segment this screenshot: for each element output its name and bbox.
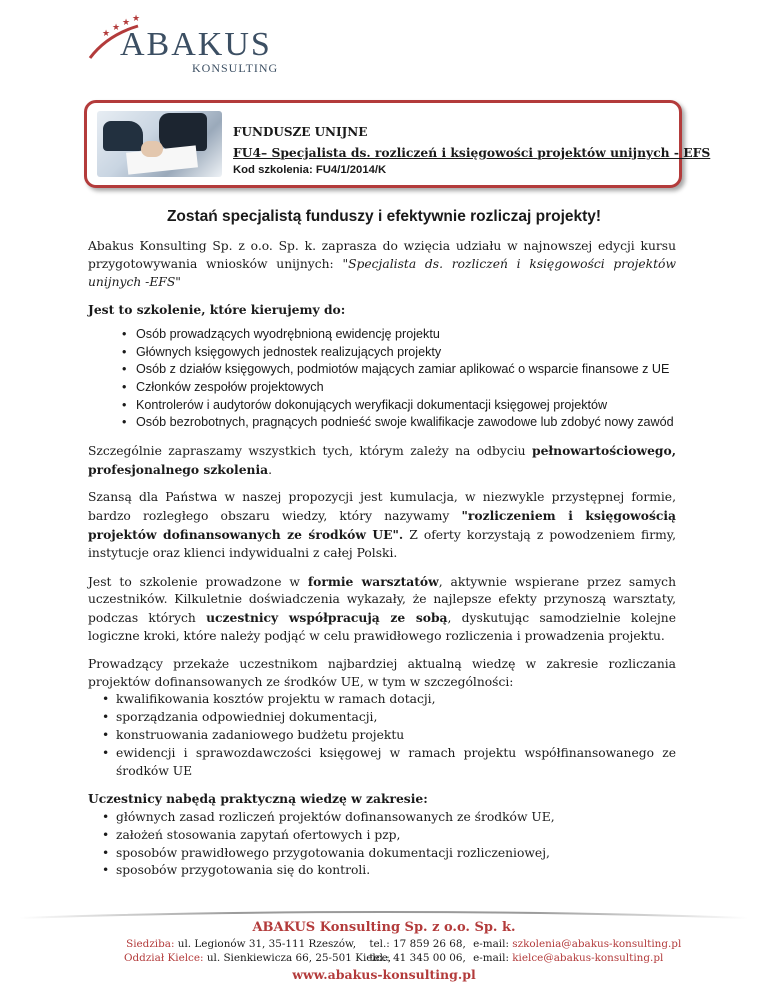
knowledge-heading	[88, 790, 676, 809]
list-item: • Członków zespołów projektowych	[136, 379, 676, 397]
list-item: • Osób prowadzących wyodrębnioną ewidencję projektu	[136, 326, 676, 344]
audience-list	[88, 326, 676, 432]
branch-email-link[interactable]: kielce@abakus-konsulting.pl	[512, 951, 664, 964]
hq-label: Siedziba:	[126, 938, 175, 950]
list-item: • Osób z działów księgowych, podmiotów mających zamiar aplikować o wsparcie finansowe z UE	[136, 361, 676, 379]
invite-end: .	[268, 462, 273, 477]
chance-paragraph	[88, 489, 676, 562]
chance-text-a: Szansą dla Państwa w naszej propozycji jest kumulacja, w niezwykle przystępnej formie, bardzo rozległego obszaru wiedzy, który nazywamy	[88, 490, 676, 524]
workshop-text-a: Jest to szkolenie prowadzone w	[88, 574, 308, 589]
logo-subtext: KONSULTING	[192, 61, 279, 75]
course-category: FUNDUSZE UNIJNE	[233, 125, 368, 139]
list-item: • sporządzania odpowiedniej dokumentacji,	[116, 709, 676, 727]
chance-bold: "rozliczeniem i księgowością projektów dofinansowanych ze środków UE".	[88, 508, 677, 542]
list-item: • założeń stosowania zapytań ofertowych i pzp,	[116, 827, 676, 845]
intro-paragraph	[88, 238, 676, 291]
footer-company-name: ABAKUS Konsulting Sp. z o.o. Sp. k.	[252, 920, 516, 935]
list-item: • Osób bezrobotnych, pragnących podnieść swoje kwalifikacje zawodowe lub zdobyć nowy zawód	[136, 414, 676, 432]
list-item: • Kontrolerów i audytorów dokonujących weryfikacji dokumentacji księgowej projektów	[136, 397, 676, 415]
branch-email-label: e-mail:	[473, 951, 509, 964]
course-header-box	[84, 100, 711, 188]
hq-address: ul. Legionów 31, 35-111 Rzeszów,	[174, 938, 356, 950]
svg-text:★: ★	[122, 18, 131, 28]
workshop-text-e: , dyskutując samodzielnie kolejne logiczne kroki, które należy podjąć w celu prawidłowego rozliczenia i prowadzenia projektu.	[88, 611, 676, 643]
invite-text: Szczególnie zapraszamy wszystkich tych, którym zależy na odbyciu	[88, 443, 533, 458]
hq-email-label: e-mail:	[473, 938, 509, 950]
footer-addresses	[124, 938, 698, 965]
hq-email-link[interactable]: szkolenia@abakus-konsulting.pl	[512, 938, 682, 950]
svg-text:★: ★	[132, 14, 141, 24]
workshop-paragraph	[88, 573, 676, 646]
list-item: • Głównych księgowych jednostek realizujących projekty	[136, 344, 676, 362]
intro-text: Abakus Konsulting Sp. z o.o. Sp. k. zaprasza do wzięcia udziału w najnowszej edycji kursu przygotowywania wniosków unijnych:	[88, 239, 676, 271]
workshop-text-c: , aktywnie wspierane przez samych uczestników. Kilkuletnie doświadczenia wykazały, że najlepsze efekty przynoszą warsztaty, podczas których	[88, 574, 676, 626]
business-meeting-photo	[97, 111, 222, 177]
list-item: • kwalifikowania kosztów projektu w ramach dotacji,	[116, 691, 676, 709]
branch-label: Oddział Kielce:	[124, 951, 204, 964]
knowledge-heading-text: Uczestnicy nabędą praktyczną wiedzę w zakresie:	[88, 791, 428, 807]
footer-branch-row	[124, 951, 698, 966]
website-link[interactable]: www.abakus-konsulting.pl	[292, 967, 476, 982]
workshop-bold-d: uczestnicy współpracują ze sobą	[206, 610, 448, 626]
workshop-bold-b: formie warsztatów	[307, 573, 439, 589]
list-item: • konstruowania zadaniowego budżetu projektu	[116, 727, 676, 745]
footer-hq-row	[126, 938, 698, 952]
list-item: • głównych zasad rozliczeń projektów dofinansowanych ze środków UE,	[116, 809, 676, 827]
branch-address: ul. Sienkiewicza 66, 25-501 Kielce,	[203, 951, 392, 964]
chance-text-c: Z oferty korzystają z powodzeniem firmy, instytucje oraz klienci indywidualni z całej Polski.	[88, 527, 677, 560]
course-code: Kod szkolenia: FU4/1/2014/K	[233, 164, 387, 176]
intro-course-name: "Specjalista ds. rozliczeń i księgowości projektów unijnych -EFS"	[88, 256, 676, 289]
list-item: • sposobów przygotowania się do kontroli.	[116, 862, 676, 880]
svg-text:★: ★	[112, 23, 121, 33]
hq-phone: tel.: 17 859 26 68,	[369, 938, 466, 950]
company-logo	[88, 14, 288, 74]
branch-phone: tel.: 41 345 00 06,	[369, 951, 466, 964]
logo-text: ABAKUS	[120, 26, 272, 63]
invite-paragraph	[88, 442, 676, 480]
audience-heading	[88, 301, 676, 320]
svg-text:★: ★	[102, 29, 111, 39]
invite-bold: pełnowartościowego, profesjonalnego szkolenia	[88, 442, 676, 477]
course-title: FU4– Specjalista ds. rozliczeń i księgowości projektów unijnych - EFS	[233, 145, 711, 160]
trainer-list	[88, 691, 676, 780]
list-item: • sposobów prawidłowego przygotowania dokumentacji rozliczeniowej,	[116, 845, 676, 863]
trainer-paragraph: Prowadzący przekaże uczestnikom najbardziej aktualną wiedzę w zakresie rozliczania projektów dofinansowanych ze środków UE, w tym w szczególności:	[88, 656, 676, 689]
list-item: • ewidencji i sprawozdawczości księgowej w ramach projektu współfinansowanego ze środków UE	[116, 745, 676, 781]
main-content	[88, 238, 676, 890]
page-headline: Zostań specjalistą funduszy i efektywnie rozliczaj projekty!	[166, 208, 602, 225]
knowledge-list	[88, 809, 676, 880]
audience-heading-text: Jest to szkolenie, które kierujemy do:	[88, 302, 346, 318]
